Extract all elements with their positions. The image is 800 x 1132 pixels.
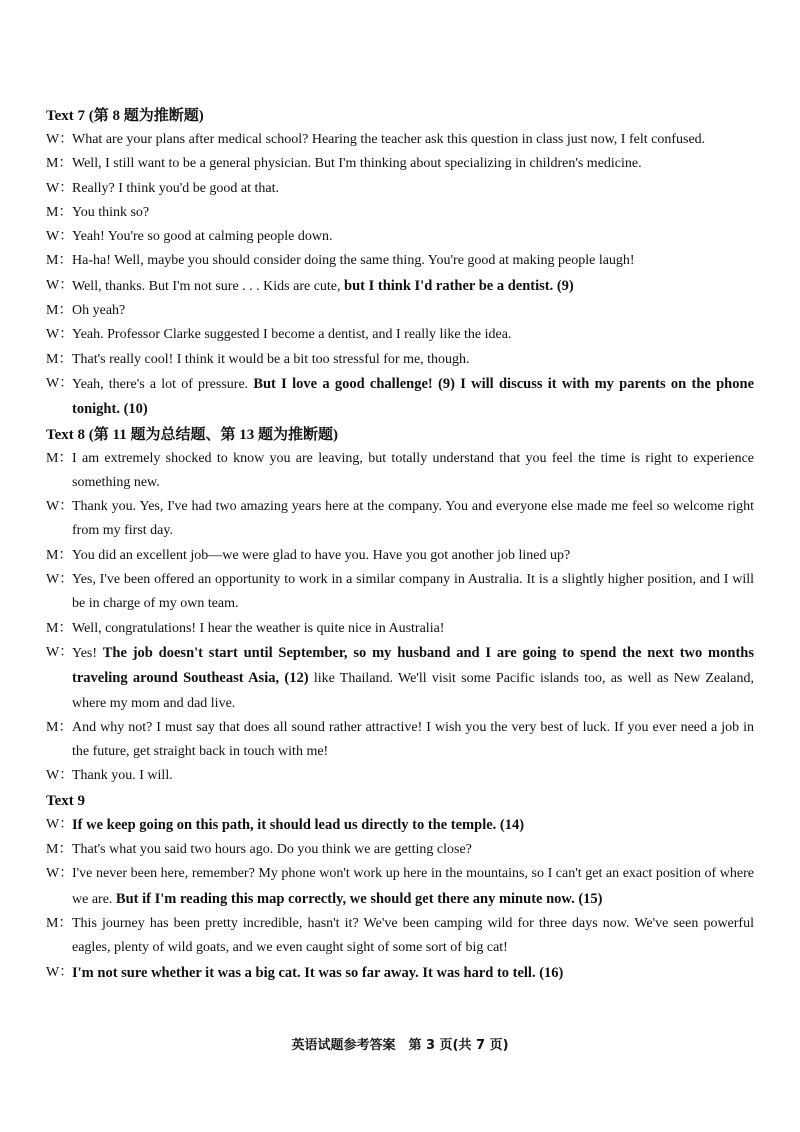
dialogue-line [46, 495, 754, 544]
speaker-label: M： [46, 547, 73, 563]
plain-text: Thank you. Yes, I've had two amazing years here at the company. You and everyone else made me feel so welcome right from my first day. [72, 499, 754, 539]
dialogue-line [46, 862, 754, 912]
dialogue-text [72, 764, 754, 788]
dialogue-line [46, 152, 754, 176]
dialogue-text [72, 348, 754, 372]
answer-key-text: I'm not sure whether it was a big cat. It was so far away. It was hard to tell. (16) [72, 964, 564, 981]
dialogue-line [46, 249, 754, 273]
speaker-label: W： [46, 572, 74, 588]
answer-key-text: The job doesn't start until September, so my husband and I are going to spend the next two months traveling around Southeast Asia, (12) [72, 644, 754, 687]
dialogue-line [46, 348, 754, 372]
plain-text: I am extremely shocked to know you are leaving, but totally understand that you feel the time is right to experience something new. [72, 450, 754, 490]
plain-text: like Thailand. We'll visit some Pacific islands too, as well as New Zealand, where my mom and dad live. [72, 671, 754, 711]
plain-text: That's what you said two hours ago. Do you think we are getting close? [72, 842, 472, 858]
plain-text: Thank you. I will. [72, 768, 173, 784]
dialogue-line [46, 323, 754, 347]
dialogue-text [72, 568, 754, 617]
plain-text: What are your plans after medical school? Hearing the teacher ask this question in class just now, I felt confused. [72, 132, 706, 147]
speaker-label: W： [46, 180, 74, 196]
dialogue-line [46, 961, 754, 986]
plain-text: And why not? I must say that does all sound rather attractive! I wish you the very best of luck. If you ever need a job in the future, get straight back in touch with me! [72, 719, 754, 760]
answer-key-text: But if I'm reading this map correctly, we should get there any minute now. (15) [115, 890, 603, 907]
dialogue-text [72, 225, 754, 249]
speaker-label: M： [46, 620, 73, 636]
plain-text: Ha-ha! Well, maybe you should consider doing the same thing. You're good at making people laugh! [72, 253, 635, 269]
dialogue-line [46, 813, 754, 838]
dialogue-text [72, 716, 754, 765]
dialogue-text [72, 274, 754, 299]
dialogue-text [72, 152, 754, 176]
dialogue-line [46, 838, 754, 862]
plain-text: I've never been here, remember? My phone won't work up here in the mountains, so I can't get an exact position of where we are. [72, 866, 754, 907]
speaker-label: W： [46, 768, 74, 784]
dialogue-text [72, 447, 754, 496]
dialogue-line [46, 201, 754, 225]
dialogue-text [72, 617, 754, 641]
dialogue-line [46, 617, 754, 641]
plain-text: Well, congratulations! I hear the weather is quite nice in Australia! [72, 620, 445, 636]
plain-text: Yes! [72, 645, 103, 661]
speaker-label: W： [46, 816, 74, 832]
dialogue-text [72, 544, 754, 568]
dialogue-line [46, 177, 754, 201]
dialogue-text [72, 862, 754, 912]
speaker-label: W： [46, 375, 74, 391]
plain-text: Really? I think you'd be good at that. [72, 180, 280, 196]
speaker-label: M： [46, 842, 73, 858]
speaker-label: M： [46, 204, 73, 220]
speaker-label: W： [46, 499, 74, 515]
dialogue-line [46, 447, 754, 496]
plain-text: Oh yeah? [72, 303, 126, 319]
dialogue-line [46, 128, 754, 152]
dialogue-text [72, 813, 754, 838]
dialogue-text [72, 177, 754, 201]
speaker-label: W： [46, 327, 74, 343]
speaker-label: W： [46, 229, 74, 245]
plain-text: Yeah! You're so good at calming people down. [72, 229, 333, 245]
plain-text: That's really cool! I think it would be a bit too stressful for me, though. [72, 351, 470, 367]
dialogue-text [72, 201, 754, 225]
speaker-label: M： [46, 719, 73, 735]
plain-text: Well, thanks. But I'm not sure . . . Kids are cute, [72, 278, 345, 294]
section-heading: Text 7 (第 8 题为推断题) [46, 108, 204, 124]
dialogue-line [46, 299, 754, 323]
dialogue-text [72, 372, 754, 423]
dialogue-line [46, 544, 754, 568]
plain-text: Yeah, there's a lot of pressure. [72, 376, 254, 392]
speaker-label: W： [46, 277, 74, 293]
speaker-label: M： [46, 253, 73, 269]
dialogue-line [46, 372, 754, 423]
transcript-content [46, 104, 754, 986]
plain-text: This journey has been pretty incredible, hasn't it? We've been camping wild for three days now. We've seen powerful eagles, plenty of wild goats, and we even caught sight of some sort of big cat! [72, 915, 754, 956]
plain-text: Yes, I've been offered an opportunity to work in a similar company in Australia. It is a slightly higher position, and I will be in charge of my own team. [72, 572, 754, 612]
dialogue-text [72, 912, 754, 961]
dialogue-text [72, 128, 754, 152]
dialogue-text [72, 641, 754, 716]
section-heading: Text 8 (第 11 题为总结题、第 13 题为推断题) [46, 426, 338, 443]
dialogue-text [72, 495, 754, 544]
plain-text: You did an excellent job—we were glad to have you. Have you got another job lined up? [72, 547, 571, 563]
speaker-label: W： [46, 132, 74, 147]
plain-text: You think so? [72, 204, 150, 220]
dialogue-text [72, 249, 754, 273]
dialogue-line [46, 912, 754, 961]
speaker-label: M： [46, 156, 73, 172]
dialogue-text [72, 299, 754, 323]
answer-key-text: If we keep going on this path, it should lead us directly to the temple. (14) [72, 816, 525, 833]
dialogue-text [72, 323, 754, 347]
dialogue-line [46, 225, 754, 249]
page-footer: 英语试题参考答案 第 3 页(共 7 页) [291, 1038, 509, 1053]
speaker-label: W： [46, 644, 74, 660]
answer-key-text: but I think I'd rather be a dentist. (9) [344, 277, 574, 294]
section-heading: Text 9 [46, 792, 86, 809]
dialogue-line [46, 641, 754, 716]
speaker-label: M： [46, 351, 73, 367]
plain-text: Yeah. Professor Clarke suggested I become a dentist, and I really like the idea. [72, 327, 512, 343]
dialogue-line [46, 274, 754, 299]
answer-key-text: But I love a good challenge! (9) I will discuss it with my parents on the phone tonight. (10) [72, 375, 755, 418]
dialogue-text [72, 961, 754, 986]
speaker-label: W： [46, 866, 74, 882]
dialogue-text [72, 838, 754, 862]
dialogue-line [46, 764, 754, 788]
plain-text: Well, I still want to be a general physician. But I'm thinking about specializing in children's medicine. [72, 156, 642, 172]
speaker-label: M： [46, 303, 73, 319]
dialogue-line [46, 716, 754, 765]
speaker-label: M： [46, 450, 73, 466]
speaker-label: M： [46, 915, 73, 931]
dialogue-line [46, 568, 754, 617]
speaker-label: W： [46, 964, 74, 980]
